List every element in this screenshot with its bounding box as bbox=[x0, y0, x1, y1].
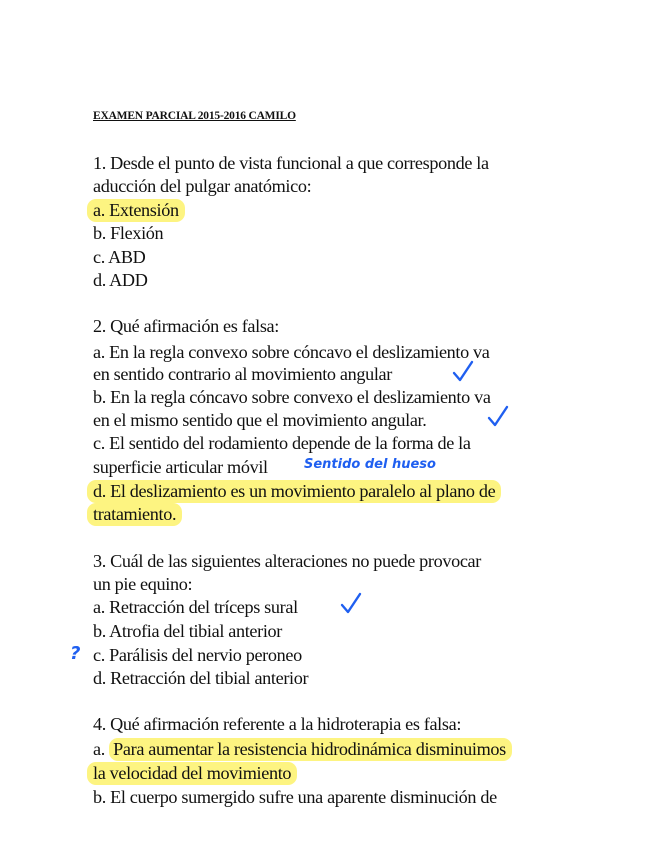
question-3-text-line-1: 3. Cuál de las siguientes alteraciones no puede provocar bbox=[93, 551, 481, 571]
question-2-option-d-line-2 bbox=[93, 503, 182, 525]
question-1-option-a bbox=[93, 199, 185, 221]
question-2-option-a-line-1: a. En la regla convexo sobre cóncavo el deslizamiento va bbox=[93, 342, 490, 362]
question-1-text-line-2: aducción del pulgar anatómico: bbox=[93, 176, 312, 196]
question-2-option-a-line-2: en sentido contrario al movimiento angular bbox=[93, 364, 392, 384]
highlighted-answer: Para aumentar la resistencia hidrodinámica disminuimos bbox=[109, 738, 512, 761]
question-2-option-d-line-1 bbox=[93, 480, 501, 502]
question-mark-annotation: ? bbox=[70, 643, 81, 664]
question-2-text: 2. Qué afirmación es falsa: bbox=[93, 316, 279, 336]
question-1-text-line-1: 1. Desde el punto de vista funcional a que corresponde la bbox=[93, 153, 489, 173]
question-3-option-a: a. Retracción del tríceps sural bbox=[93, 597, 298, 617]
question-4-option-a-line-1 bbox=[93, 738, 512, 760]
highlighted-answer: d. El deslizamiento es un movimiento paralelo al plano de bbox=[87, 480, 501, 503]
question-1-option-b: b. Flexión bbox=[93, 223, 164, 243]
question-2-option-c-line-2: superficie articular móvil bbox=[93, 457, 268, 477]
checkmark-icon bbox=[487, 405, 509, 429]
checkmark-icon bbox=[452, 360, 474, 384]
question-2-option-b-line-2: en el mismo sentido que el movimiento angular. bbox=[93, 410, 427, 430]
question-4-text: 4. Qué afirmación referente a la hidroterapia es falsa: bbox=[93, 714, 462, 734]
question-3-option-b: b. Atrofia del tibial anterior bbox=[93, 621, 282, 641]
question-2-option-b-line-1: b. En la regla cóncavo sobre convexo el deslizamiento va bbox=[93, 387, 491, 407]
question-3-text-line-2: un pie equino: bbox=[93, 574, 193, 594]
question-3-option-c: c. Parálisis del nervio peroneo bbox=[93, 645, 302, 665]
question-2-option-c-line-1: c. El sentido del rodamiento depende de la forma de la bbox=[93, 433, 471, 453]
exam-title: EXAMEN PARCIAL 2015-2016 CAMILO bbox=[93, 110, 296, 122]
option-letter: a. bbox=[93, 739, 105, 759]
handwritten-note: Sentido del hueso bbox=[304, 457, 436, 472]
checkmark-icon bbox=[340, 592, 362, 616]
highlighted-answer: a. Extensión bbox=[87, 199, 185, 222]
question-4-option-a-line-2 bbox=[93, 762, 297, 784]
question-1-option-c: c. ABD bbox=[93, 247, 146, 267]
question-3-option-d: d. Retracción del tibial anterior bbox=[93, 668, 309, 688]
question-4-option-b-line-1: b. El cuerpo sumergido sufre una aparente disminución de bbox=[93, 787, 497, 807]
question-1-option-d: d. ADD bbox=[93, 270, 148, 290]
highlighted-answer: la velocidad del movimiento bbox=[87, 762, 297, 785]
highlighted-answer: tratamiento. bbox=[87, 503, 182, 526]
